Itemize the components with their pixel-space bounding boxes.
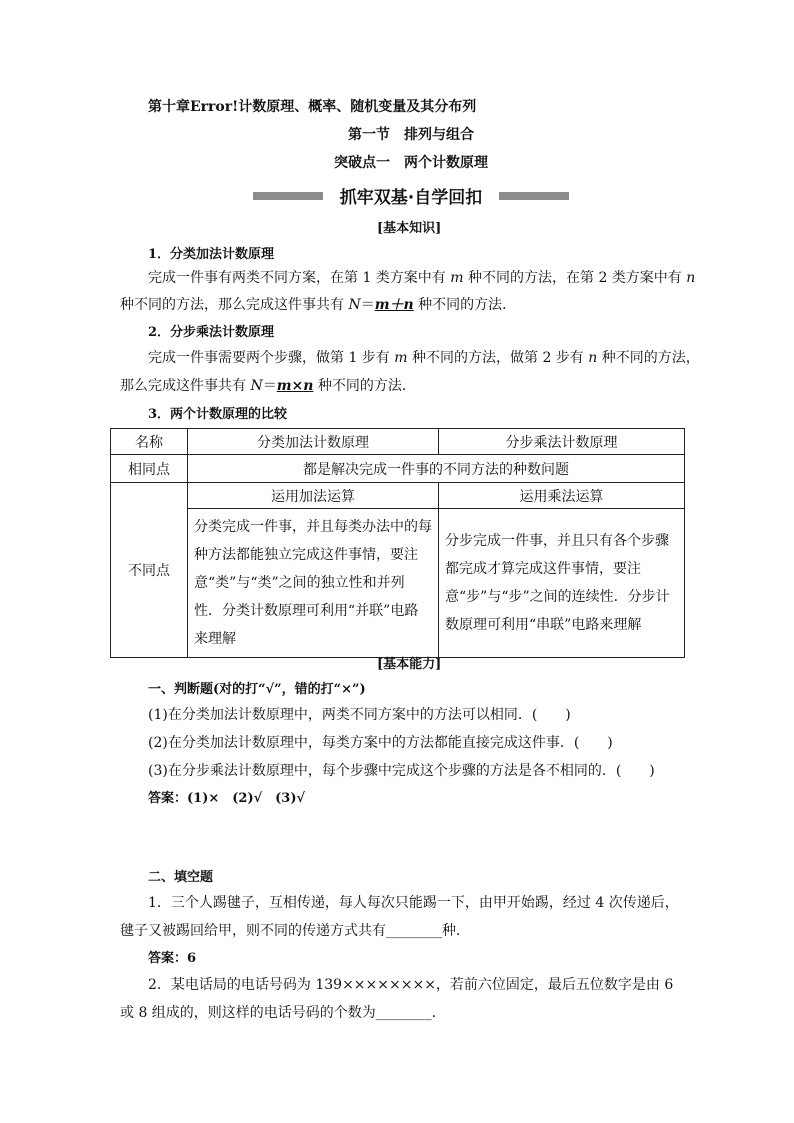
item1-formula: m＋n [374,297,414,313]
section-banner [253,186,569,208]
table-row [111,483,685,509]
add-desc: 分类完成一件事，并且每类办法中的每种方法都能独立完成这件事情，要注意“类”与“类”之间的独立性和并列性．分类计数原理可利用“并联”电路来理解 [194,519,432,647]
answer-value: 6 [187,951,197,966]
comparison-table [110,428,685,658]
table-row [111,429,685,455]
item2-text-b: 种不同的方法，做第 2 步有 [407,350,589,366]
topic-title: 突破点一 两个计数原理 [334,155,488,171]
item1-text-c: 种不同的方法，那么完成这件事共有 [120,297,349,313]
fill-q2-line2: 或 8 组成的，则这样的电话号码的个数为________． [120,1005,446,1021]
item1-text-d: 种不同的方法． [413,297,517,313]
banner-right-bar [499,192,569,200]
add-desc-cell [188,509,439,658]
item1-var-n: n [686,270,696,286]
part2-title: 二、填空题 [148,870,214,885]
diff-label: 不同点 [111,483,188,658]
item3-title: 3．两个计数原理的比较 [148,407,288,422]
mul-desc: 分步完成一件事，并且只有各个步骤都完成才算完成这件事情，要注意“步”与“步”之间的连续性．分步计数原理可利用“串联”电路来理解 [445,533,670,633]
item1-title: 1．分类加法计数原理 [148,247,275,262]
item2-text-e: 种不同的方法． [313,378,416,394]
header-add: 分类加法计数原理 [188,429,439,455]
answer-value: (1)× (2)√ (3)√ [187,791,306,806]
table-row [111,509,685,658]
mul-desc-cell [439,509,685,658]
item2-text-a: 完成一件事需要两个步骤，做第 1 步有 [148,350,395,366]
header-name: 名称 [111,429,188,455]
item2-var-m: m [394,350,408,366]
item2-formula: m×n [276,378,314,394]
item2-text-c: 种不同的方法， [597,350,700,366]
banner-left-bar [253,192,323,200]
item1-text-b: 种不同的方法，在第 2 类方案中有 [463,270,687,286]
banner-text: 抓牢双基·自学回扣 [325,183,497,208]
item2-var-N: N [250,378,263,394]
header-mul: 分步乘法计数原理 [439,429,685,455]
item2-line2 [120,375,416,395]
fill-q1-line2: 毽子又被踢回给甲，则不同的传递方式共有________种． [120,923,470,939]
judge-answer [148,787,305,806]
item2-equals: ＝ [262,378,277,394]
fill-q2-line1: 2．某电话局的电话号码为 139××××××××，若前六位固定，最后五位数字是由 6 [148,977,674,993]
item1-var-m: m [450,270,464,286]
same-text: 都是解决完成一件事的不同方法的种数问题 [188,455,685,483]
item1-line1 [148,267,695,287]
item1-var-N: N [348,297,361,313]
add-op: 运用加法运算 [188,483,439,509]
judge-q1: (1)在分类加法计数原理中，两类不同方案中的方法可以相同．( ) [148,707,571,723]
item1-equals: ＝ [360,297,375,313]
item1-text-a: 完成一件事有两类不同方案，在第 1 类方案中有 [148,270,451,286]
answer-label: 答案： [148,951,188,966]
item2-var-n: n [588,350,598,366]
table-row [111,455,685,483]
answer-label: 答案： [148,791,188,806]
judge-q3: (3)在分步乘法计数原理中，每个步骤中完成这个步骤的方法是各不相同的．( ) [148,763,655,779]
same-label: 相同点 [111,455,188,483]
item2-line1 [148,347,700,367]
basic-knowledge-heading: [基本知识] [377,221,442,236]
item2-text-d: 那么完成这件事共有 [120,378,251,394]
item1-line2 [120,294,516,314]
fill-q1-line1: 1．三个人踢毽子，互相传递，每人每次只能踢一下，由甲开始踢，经过 4 次传递后， [148,895,679,911]
judge-q2: (2)在分类加法计数原理中，每类方案中的方法都能直接完成这件事．( ) [148,735,613,751]
item2-title: 2．分步乘法计数原理 [148,325,275,340]
section-title: 第一节 排列与组合 [348,127,474,143]
mul-op: 运用乘法运算 [439,483,685,509]
part1-title: 一、判断题(对的打“√”，错的打“×”) [148,682,366,697]
chapter-title: 第十章Error!计数原理、概率、随机变量及其分布列 [148,99,477,115]
fill-answer [148,947,196,966]
basic-ability-heading: [基本能力] [377,657,442,672]
